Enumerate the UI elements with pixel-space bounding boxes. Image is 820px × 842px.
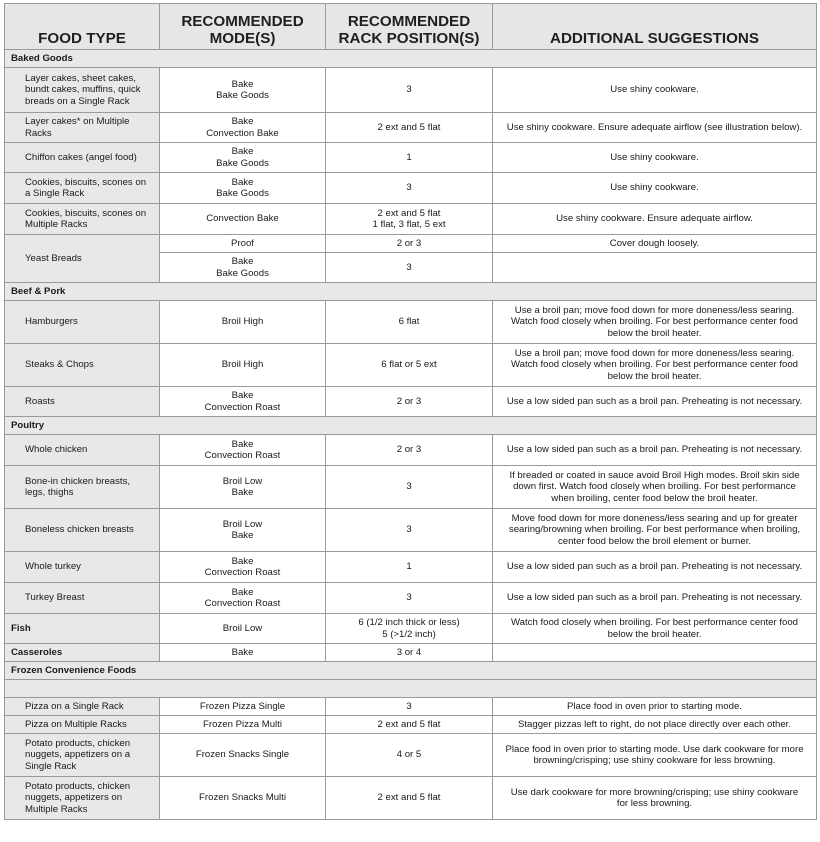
food-type-cell: Cookies, biscuits, scones on a Single Rack bbox=[5, 173, 160, 204]
rack-cell: 3 bbox=[326, 509, 493, 552]
table-row bbox=[5, 644, 817, 662]
mode-cell: Broil Low Bake bbox=[160, 509, 326, 552]
table-row bbox=[5, 552, 817, 583]
mode-cell: Bake Bake Goods bbox=[160, 68, 326, 113]
food-type-cell: Cookies, biscuits, scones on Multiple Racks bbox=[5, 204, 160, 235]
food-type-cell: Casseroles bbox=[5, 644, 160, 662]
section-label: Frozen Convenience Foods bbox=[5, 662, 817, 680]
table-row bbox=[5, 143, 817, 173]
suggestion-cell: Use a low sided pan such as a broil pan. Preheating is not necessary. bbox=[493, 435, 817, 466]
mode-cell: Bake Convection Roast bbox=[160, 583, 326, 614]
food-type-cell: Chiffon cakes (angel food) bbox=[5, 143, 160, 173]
food-type-cell: Hamburgers bbox=[5, 301, 160, 344]
rack-cell: 3 bbox=[326, 68, 493, 113]
rack-cell: 3 bbox=[326, 698, 493, 716]
food-type-cell: Bone-in chicken breasts, legs, thighs bbox=[5, 466, 160, 509]
table-row bbox=[5, 509, 817, 552]
mode-cell: Bake Convection Roast bbox=[160, 387, 326, 417]
rack-cell: 4 or 5 bbox=[326, 734, 493, 777]
rack-cell: 3 bbox=[326, 583, 493, 614]
table-row bbox=[5, 614, 817, 644]
mode-cell: Broil Low bbox=[160, 614, 326, 644]
mode-cell: Broil High bbox=[160, 301, 326, 344]
suggestion-cell: Use dark cookware for more browning/crisping; use shiny cookware for less browning. bbox=[493, 777, 817, 820]
section-row bbox=[5, 417, 817, 435]
mode-cell: Frozen Pizza Multi bbox=[160, 716, 326, 734]
table-row bbox=[5, 698, 817, 716]
mode-cell: Frozen Snacks Single bbox=[160, 734, 326, 777]
food-type-cell: Fish bbox=[5, 614, 160, 644]
mode-cell: Bake Convection Roast bbox=[160, 552, 326, 583]
mode-cell: Broil High bbox=[160, 344, 326, 387]
suggestion-cell: Use a low sided pan such as a broil pan. Preheating is not necessary. bbox=[493, 583, 817, 614]
table-row bbox=[5, 734, 817, 777]
section-label: Baked Goods bbox=[5, 50, 817, 68]
suggestion-cell: Watch food closely when broiling. For best performance center food below the broil heater. bbox=[493, 614, 817, 644]
rack-cell: 3 bbox=[326, 466, 493, 509]
spacer-row bbox=[5, 680, 817, 698]
suggestion-cell: Use a broil pan; move food down for more doneness/less searing. Watch food closely when broiling. For best performance center food below the broil heater. bbox=[493, 344, 817, 387]
food-type-cell: Whole chicken bbox=[5, 435, 160, 466]
suggestion-cell: Move food down for more doneness/less searing and up for greater searing/browning when broiling. For best performance when broiling, center food below the broil element or burner. bbox=[493, 509, 817, 552]
rack-cell: 1 bbox=[326, 143, 493, 173]
food-type-cell: Potato products, chicken nuggets, appetizers on Multiple Racks bbox=[5, 777, 160, 820]
table-row bbox=[5, 301, 817, 344]
food-type-cell: Yeast Breads bbox=[5, 235, 160, 283]
table-row bbox=[5, 435, 817, 466]
table-row bbox=[5, 113, 817, 143]
rack-cell: 6 (1/2 inch thick or less) 5 (>1/2 inch) bbox=[326, 614, 493, 644]
suggestion-cell: Place food in oven prior to starting mode. Use dark cookware for more browning/crisping; use shiny cookware for less browning. bbox=[493, 734, 817, 777]
suggestion-cell: Use a low sided pan such as a broil pan. Preheating is not necessary. bbox=[493, 387, 817, 417]
food-type-cell: Pizza on Multiple Racks bbox=[5, 716, 160, 734]
section-row bbox=[5, 50, 817, 68]
rack-cell: 3 bbox=[326, 173, 493, 204]
suggestion-cell: Use shiny cookware. Ensure adequate airflow. bbox=[493, 204, 817, 235]
food-type-cell: Layer cakes, sheet cakes, bundt cakes, muffins, quick breads on a Single Rack bbox=[5, 68, 160, 113]
header-mode: RECOMMENDED MODE(S) bbox=[160, 4, 326, 50]
mode-cell: Convection Bake bbox=[160, 204, 326, 235]
suggestion-cell bbox=[493, 644, 817, 662]
suggestion-cell: If breaded or coated in sauce avoid Broil High modes. Broil skin side down first. Watch food closely when broiling. For best performance when broiling, center food below the broil heater. bbox=[493, 466, 817, 509]
food-type-cell: Pizza on a Single Rack bbox=[5, 698, 160, 716]
mode-cell: Bake Bake Goods bbox=[160, 253, 326, 283]
rack-cell: 3 or 4 bbox=[326, 644, 493, 662]
section-row bbox=[5, 662, 817, 680]
rack-cell: 2 or 3 bbox=[326, 387, 493, 417]
suggestion-cell: Use shiny cookware. bbox=[493, 68, 817, 113]
section-row bbox=[5, 283, 817, 301]
table-row bbox=[5, 777, 817, 820]
header-suggestions: ADDITIONAL SUGGESTIONS bbox=[493, 4, 817, 50]
food-type-cell: Roasts bbox=[5, 387, 160, 417]
food-type-cell: Turkey Breast bbox=[5, 583, 160, 614]
section-label: Poultry bbox=[5, 417, 817, 435]
table-row bbox=[5, 716, 817, 734]
suggestion-cell: Use a broil pan; move food down for more doneness/less searing. Watch food closely when broiling. For best performance center food below the broil heater. bbox=[493, 301, 817, 344]
mode-cell: Bake bbox=[160, 644, 326, 662]
food-type-cell: Boneless chicken breasts bbox=[5, 509, 160, 552]
table-row bbox=[5, 204, 817, 235]
rack-cell: 2 ext and 5 flat bbox=[326, 113, 493, 143]
food-type-cell: Layer cakes* on Multiple Racks bbox=[5, 113, 160, 143]
mode-cell: Bake Bake Goods bbox=[160, 143, 326, 173]
table-row bbox=[5, 173, 817, 204]
food-type-cell: Steaks & Chops bbox=[5, 344, 160, 387]
table-row bbox=[5, 344, 817, 387]
rack-cell: 3 bbox=[326, 253, 493, 283]
rack-cell: 6 flat or 5 ext bbox=[326, 344, 493, 387]
mode-cell: Bake Convection Roast bbox=[160, 435, 326, 466]
table-header-row bbox=[5, 4, 817, 50]
suggestion-cell bbox=[493, 253, 817, 283]
rack-cell: 6 flat bbox=[326, 301, 493, 344]
suggestion-cell: Use shiny cookware. bbox=[493, 173, 817, 204]
mode-cell: Frozen Snacks Multi bbox=[160, 777, 326, 820]
rack-cell: 1 bbox=[326, 552, 493, 583]
suggestion-cell: Use shiny cookware. Ensure adequate airflow (see illustration below). bbox=[493, 113, 817, 143]
table-row bbox=[5, 68, 817, 113]
rack-cell: 2 ext and 5 flat bbox=[326, 777, 493, 820]
rack-cell: 2 or 3 bbox=[326, 235, 493, 253]
suggestion-cell: Stagger pizzas left to right, do not place directly over each other. bbox=[493, 716, 817, 734]
header-food-type: FOOD TYPE bbox=[5, 4, 160, 50]
table-row bbox=[5, 583, 817, 614]
table-row bbox=[5, 235, 817, 253]
mode-cell: Bake Bake Goods bbox=[160, 173, 326, 204]
mode-cell: Proof bbox=[160, 235, 326, 253]
section-label: Beef & Pork bbox=[5, 283, 817, 301]
mode-cell: Broil Low Bake bbox=[160, 466, 326, 509]
food-type-cell: Whole turkey bbox=[5, 552, 160, 583]
cooking-guide-table bbox=[4, 3, 817, 820]
table-row bbox=[5, 466, 817, 509]
mode-cell: Frozen Pizza Single bbox=[160, 698, 326, 716]
suggestion-cell: Place food in oven prior to starting mode. bbox=[493, 698, 817, 716]
header-rack: RECOMMENDED RACK POSITION(S) bbox=[326, 4, 493, 50]
food-type-cell: Potato products, chicken nuggets, appetizers on a Single Rack bbox=[5, 734, 160, 777]
suggestion-cell: Use a low sided pan such as a broil pan. Preheating is not necessary. bbox=[493, 552, 817, 583]
table-row bbox=[5, 387, 817, 417]
rack-cell: 2 ext and 5 flat 1 flat, 3 flat, 5 ext bbox=[326, 204, 493, 235]
suggestion-cell: Use shiny cookware. bbox=[493, 143, 817, 173]
suggestion-cell: Cover dough loosely. bbox=[493, 235, 817, 253]
mode-cell: Bake Convection Bake bbox=[160, 113, 326, 143]
rack-cell: 2 or 3 bbox=[326, 435, 493, 466]
rack-cell: 2 ext and 5 flat bbox=[326, 716, 493, 734]
